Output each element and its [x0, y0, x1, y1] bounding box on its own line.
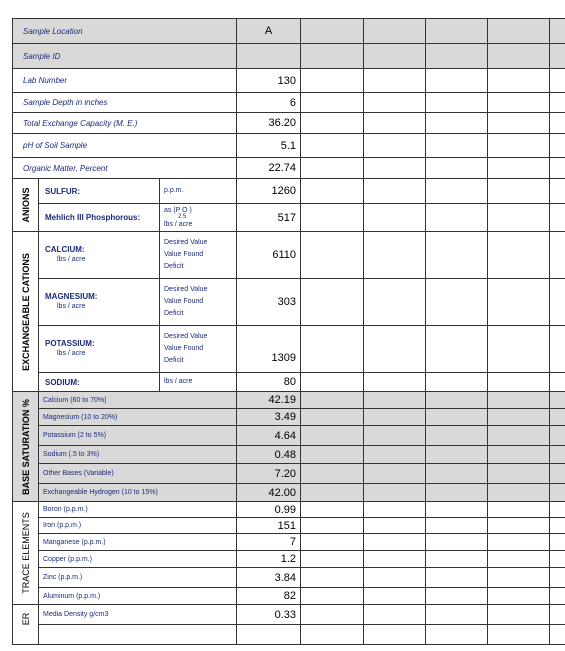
cell-calcium [39, 232, 160, 279]
group-anions [13, 179, 39, 232]
label-copper: Copper (p.p.m.) [39, 551, 237, 568]
label-zinc: Zinc (p.p.m.) [39, 568, 237, 588]
value-aluminum: 82 [237, 588, 301, 605]
row-zinc [13, 568, 565, 588]
value-magnesium: 303 [237, 279, 301, 326]
label-sulfur: SULFUR: [39, 179, 160, 204]
deficit-calcium: Deficit [164, 263, 184, 270]
value-sodium: 80 [237, 373, 301, 392]
value-iron: 151 [237, 518, 301, 534]
soil-report-sheet [12, 18, 560, 651]
group-cations-label: EXCHANGEABLE CATIONS [20, 252, 31, 371]
value-copper: 1.2 [237, 551, 301, 568]
label-media-density: Media Density g/cm3 [39, 605, 237, 625]
group-anions-label: ANIONS [20, 187, 31, 223]
value-bs-hydrogen: 42.00 [237, 484, 301, 502]
row-aluminum [13, 588, 565, 605]
row-copper [13, 551, 565, 568]
row-phosphorus [13, 204, 565, 232]
value-lab-number: 130 [237, 69, 301, 93]
label-bs-calcium: Calcium (60 to 70%) [39, 392, 237, 409]
row-iron [13, 518, 565, 534]
unit-phosphorus-line1: as (P O ) [164, 207, 192, 214]
row-sample-location [13, 19, 565, 44]
label-boron: Boron (p.p.m.) [39, 502, 237, 518]
row-cutoff [13, 625, 565, 645]
row-magnesium [13, 279, 565, 326]
sub-calcium: lbs / acre [57, 255, 86, 263]
group-trace-elements [13, 502, 39, 605]
found-calcium: Value Found [164, 251, 204, 258]
unit-sodium: lbs / acre [160, 373, 237, 392]
group-base-saturation [13, 392, 39, 502]
label-exchange-capacity: Total Exchange Capacity (M. E.) [13, 113, 237, 134]
unit-phosphorus-line2: lbs / acre [164, 221, 193, 228]
label-organic-matter: Organic Matter, Percent [13, 158, 237, 179]
row-manganese [13, 534, 565, 551]
row-bs-calcium [13, 392, 565, 409]
row-bs-sodium [13, 446, 565, 464]
value-ph: 5.1 [237, 134, 301, 158]
value-exchange-capacity: 36.20 [237, 113, 301, 134]
value-bs-other: 7.20 [237, 464, 301, 484]
column-header-a: A [237, 19, 301, 44]
value-organic-matter: 22.74 [237, 158, 301, 179]
value-sample-depth: 6 [237, 93, 301, 113]
row-sample-depth [13, 93, 565, 113]
value-bs-sodium: 0.48 [237, 446, 301, 464]
value-bs-calcium: 42.19 [237, 392, 301, 409]
label-lab-number: Lab Number [13, 69, 237, 93]
unit-phosphorus [160, 204, 237, 232]
value-potassium: 1309 [237, 326, 301, 373]
cell-calcium-values [160, 232, 237, 279]
group-other-label: ER [20, 612, 31, 626]
value-phosphorus: 517 [237, 204, 301, 232]
label-bs-potassium: Potassium (2 to 5%) [39, 426, 237, 446]
group-cations [13, 232, 39, 392]
row-media-density [13, 605, 565, 625]
value-bs-magnesium: 3.49 [237, 409, 301, 426]
group-other [13, 605, 39, 645]
cell-magnesium-values [160, 279, 237, 326]
row-sulfur [13, 179, 565, 204]
cell-potassium [39, 326, 160, 373]
label-sodium: SODIUM: [39, 373, 160, 392]
label-bs-hydrogen: Exchangeable Hydrogen (10 to 15%) [39, 484, 237, 502]
row-sodium [13, 373, 565, 392]
soil-analysis-table [12, 18, 565, 645]
label-ph: pH of Soil Sample [13, 134, 237, 158]
found-magnesium: Value Found [164, 298, 204, 305]
row-bs-hydrogen [13, 484, 565, 502]
label-phosphorus: Mehlich III Phosphorous: [39, 204, 160, 232]
group-base-saturation-label: BASE SATURATION % [20, 398, 31, 495]
value-zinc: 3.84 [237, 568, 301, 588]
row-ph [13, 134, 565, 158]
value-sample-id [237, 44, 301, 69]
row-bs-potassium [13, 426, 565, 446]
row-bs-other [13, 464, 565, 484]
label-manganese: Manganese (p.p.m.) [39, 534, 237, 551]
found-potassium: Value Found [164, 345, 204, 352]
label-magnesium: MAGNESIUM: [45, 291, 98, 301]
label-sample-depth: Sample Depth in inches [13, 93, 237, 113]
label-bs-other: Other Bases (Variable) [39, 464, 237, 484]
row-potassium [13, 326, 565, 373]
label-bs-sodium: Sodium (.5 to 3%) [39, 446, 237, 464]
row-boron [13, 502, 565, 518]
value-media-density: 0.33 [237, 605, 301, 625]
desired-potassium: Desired Value [164, 333, 208, 340]
group-trace-elements-label: TRACE ELEMENTS [20, 512, 31, 594]
label-calcium: CALCIUM: [45, 244, 85, 254]
unit-sulfur: p.p.m. [160, 179, 237, 204]
label-sample-location: Sample Location [13, 19, 237, 44]
row-exchange-capacity [13, 113, 565, 134]
value-bs-potassium: 4.64 [237, 426, 301, 446]
row-organic-matter [13, 158, 565, 179]
row-bs-magnesium [13, 409, 565, 426]
label-aluminum: Aluminum (p.p.m.) [39, 588, 237, 605]
cell-magnesium [39, 279, 160, 326]
sub-magnesium: lbs / acre [57, 302, 86, 310]
row-lab-number [13, 69, 565, 93]
value-sulfur: 1260 [237, 179, 301, 204]
label-iron: Iron (p.p.m.) [39, 518, 237, 534]
label-sample-id: Sample ID [13, 44, 237, 69]
unit-phosphorus-subscript: 2 5 [178, 214, 187, 220]
label-bs-magnesium: Magnesium (10 to 20%) [39, 409, 237, 426]
deficit-magnesium: Deficit [164, 310, 184, 317]
deficit-potassium: Deficit [164, 357, 184, 364]
label-potassium: POTASSIUM: [45, 338, 95, 348]
value-boron: 0.99 [237, 502, 301, 518]
value-manganese: 7 [237, 534, 301, 551]
value-calcium: 6110 [237, 232, 301, 279]
row-calcium [13, 232, 565, 279]
row-sample-id [13, 44, 565, 69]
desired-magnesium: Desired Value [164, 286, 208, 293]
cell-potassium-values [160, 326, 237, 373]
sub-potassium: lbs / acre [57, 349, 86, 357]
desired-calcium: Desired Value [164, 239, 208, 246]
